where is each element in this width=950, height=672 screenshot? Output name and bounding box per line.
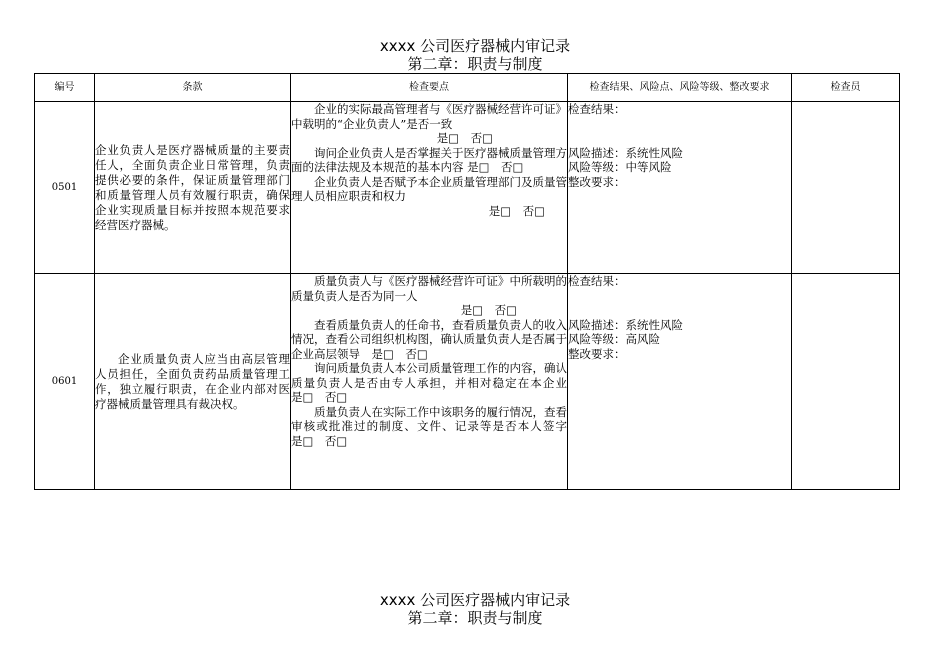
yes-no-checkbox-pair[interactable]: 是□ 否□ bbox=[436, 131, 493, 145]
audit-table bbox=[34, 73, 900, 490]
row-code: 0601 bbox=[35, 274, 95, 490]
risk-level: 风险等级：中等风险 bbox=[568, 160, 672, 174]
risk-description: 风险描述：系统性风险 bbox=[568, 317, 683, 332]
row-inspector[interactable] bbox=[792, 102, 900, 274]
chapter-title: 第二章：职责与制度 bbox=[407, 609, 543, 627]
rectification-requirement: 整改要求： bbox=[568, 174, 626, 189]
rectification-requirement: 整改要求： bbox=[568, 346, 626, 361]
header-result: 检查结果、风险点、风险等级、整改要求 bbox=[568, 74, 792, 102]
clause-text: 企业质量负责人应当由高层管理人员担任，全面负责药品质量管理工作，独立履行职责，在企业内部对医疗器械质量管理具有裁决权。 bbox=[95, 351, 290, 411]
header-code: 编号 bbox=[35, 74, 95, 102]
check-point: 质量负责人在实际工作中该职务的履行情况，查看审核或批准过的制度、文件、记录等是否本人签字 是□ 否□ bbox=[291, 404, 636, 448]
chapter-title: 第二章：职责与制度 bbox=[407, 55, 543, 73]
table-row bbox=[35, 102, 900, 274]
check-point: 查看质量负责人的任命书，查看质量负责人的收入情况，查看公司组织机构图，确认质量负责人是否属于企业高层领导 是□ 否□ bbox=[291, 317, 567, 361]
check-point: 询问企业负责人是否掌握关于医疗器械质量管理方面的法律法规及本规范的基本内容 是□ 否□ bbox=[291, 145, 567, 174]
yes-no-checkbox-pair[interactable]: 是□ 否□ bbox=[488, 203, 545, 218]
row-result bbox=[568, 102, 792, 274]
row-check-points bbox=[291, 102, 568, 274]
result-label: 检查结果： bbox=[568, 274, 626, 288]
document-title: xxxx 公司医疗器械内审记录 bbox=[379, 591, 571, 609]
clause-text: 企业负责人是医疗器械质量的主要责任人，全面负责企业日常管理，负责提供必要的条件，保证质量管理部门和质量管理人员有效履行职责，确保企业实现质量目标并按照本规范要求经营医疗器械。 bbox=[95, 142, 290, 232]
yes-no-checkbox-pair[interactable]: 是□ 否□ bbox=[460, 303, 517, 317]
check-point: 询问质量负责人本公司质量管理工作的内容，确认质量负责人是否由专人承担，并相对稳定在本企业 是□ 否□ bbox=[291, 361, 636, 404]
risk-description: 风险描述：系统性风险 bbox=[568, 145, 683, 160]
table-row bbox=[35, 274, 900, 490]
document-title-block-repeat bbox=[0, 591, 950, 627]
risk-level: 风险等级：高风险 bbox=[568, 332, 660, 346]
row-clause bbox=[95, 274, 291, 490]
header-inspector: 检查员 bbox=[792, 74, 900, 102]
check-point: 企业的实际最高管理者与《医疗器械经营许可证》中载明的“企业负责人”是否一致 bbox=[291, 102, 567, 131]
document-title: xxxx 公司医疗器械内审记录 bbox=[379, 37, 571, 55]
header-points: 检查要点 bbox=[291, 74, 568, 102]
check-point: 质量负责人与《医疗器械经营许可证》中所载明的质量负责人是否为同一人 bbox=[291, 274, 567, 303]
row-inspector[interactable] bbox=[792, 274, 900, 490]
result-label: 检查结果： bbox=[568, 102, 626, 116]
document-title-block bbox=[0, 37, 950, 73]
table-header-row bbox=[35, 74, 900, 102]
row-code: 0501 bbox=[35, 102, 95, 274]
header-clause: 条款 bbox=[95, 74, 291, 102]
row-clause bbox=[95, 102, 291, 274]
check-point: 企业负责人是否赋予本企业质量管理部门及质量管理人员相应职责和权力 bbox=[291, 174, 567, 203]
